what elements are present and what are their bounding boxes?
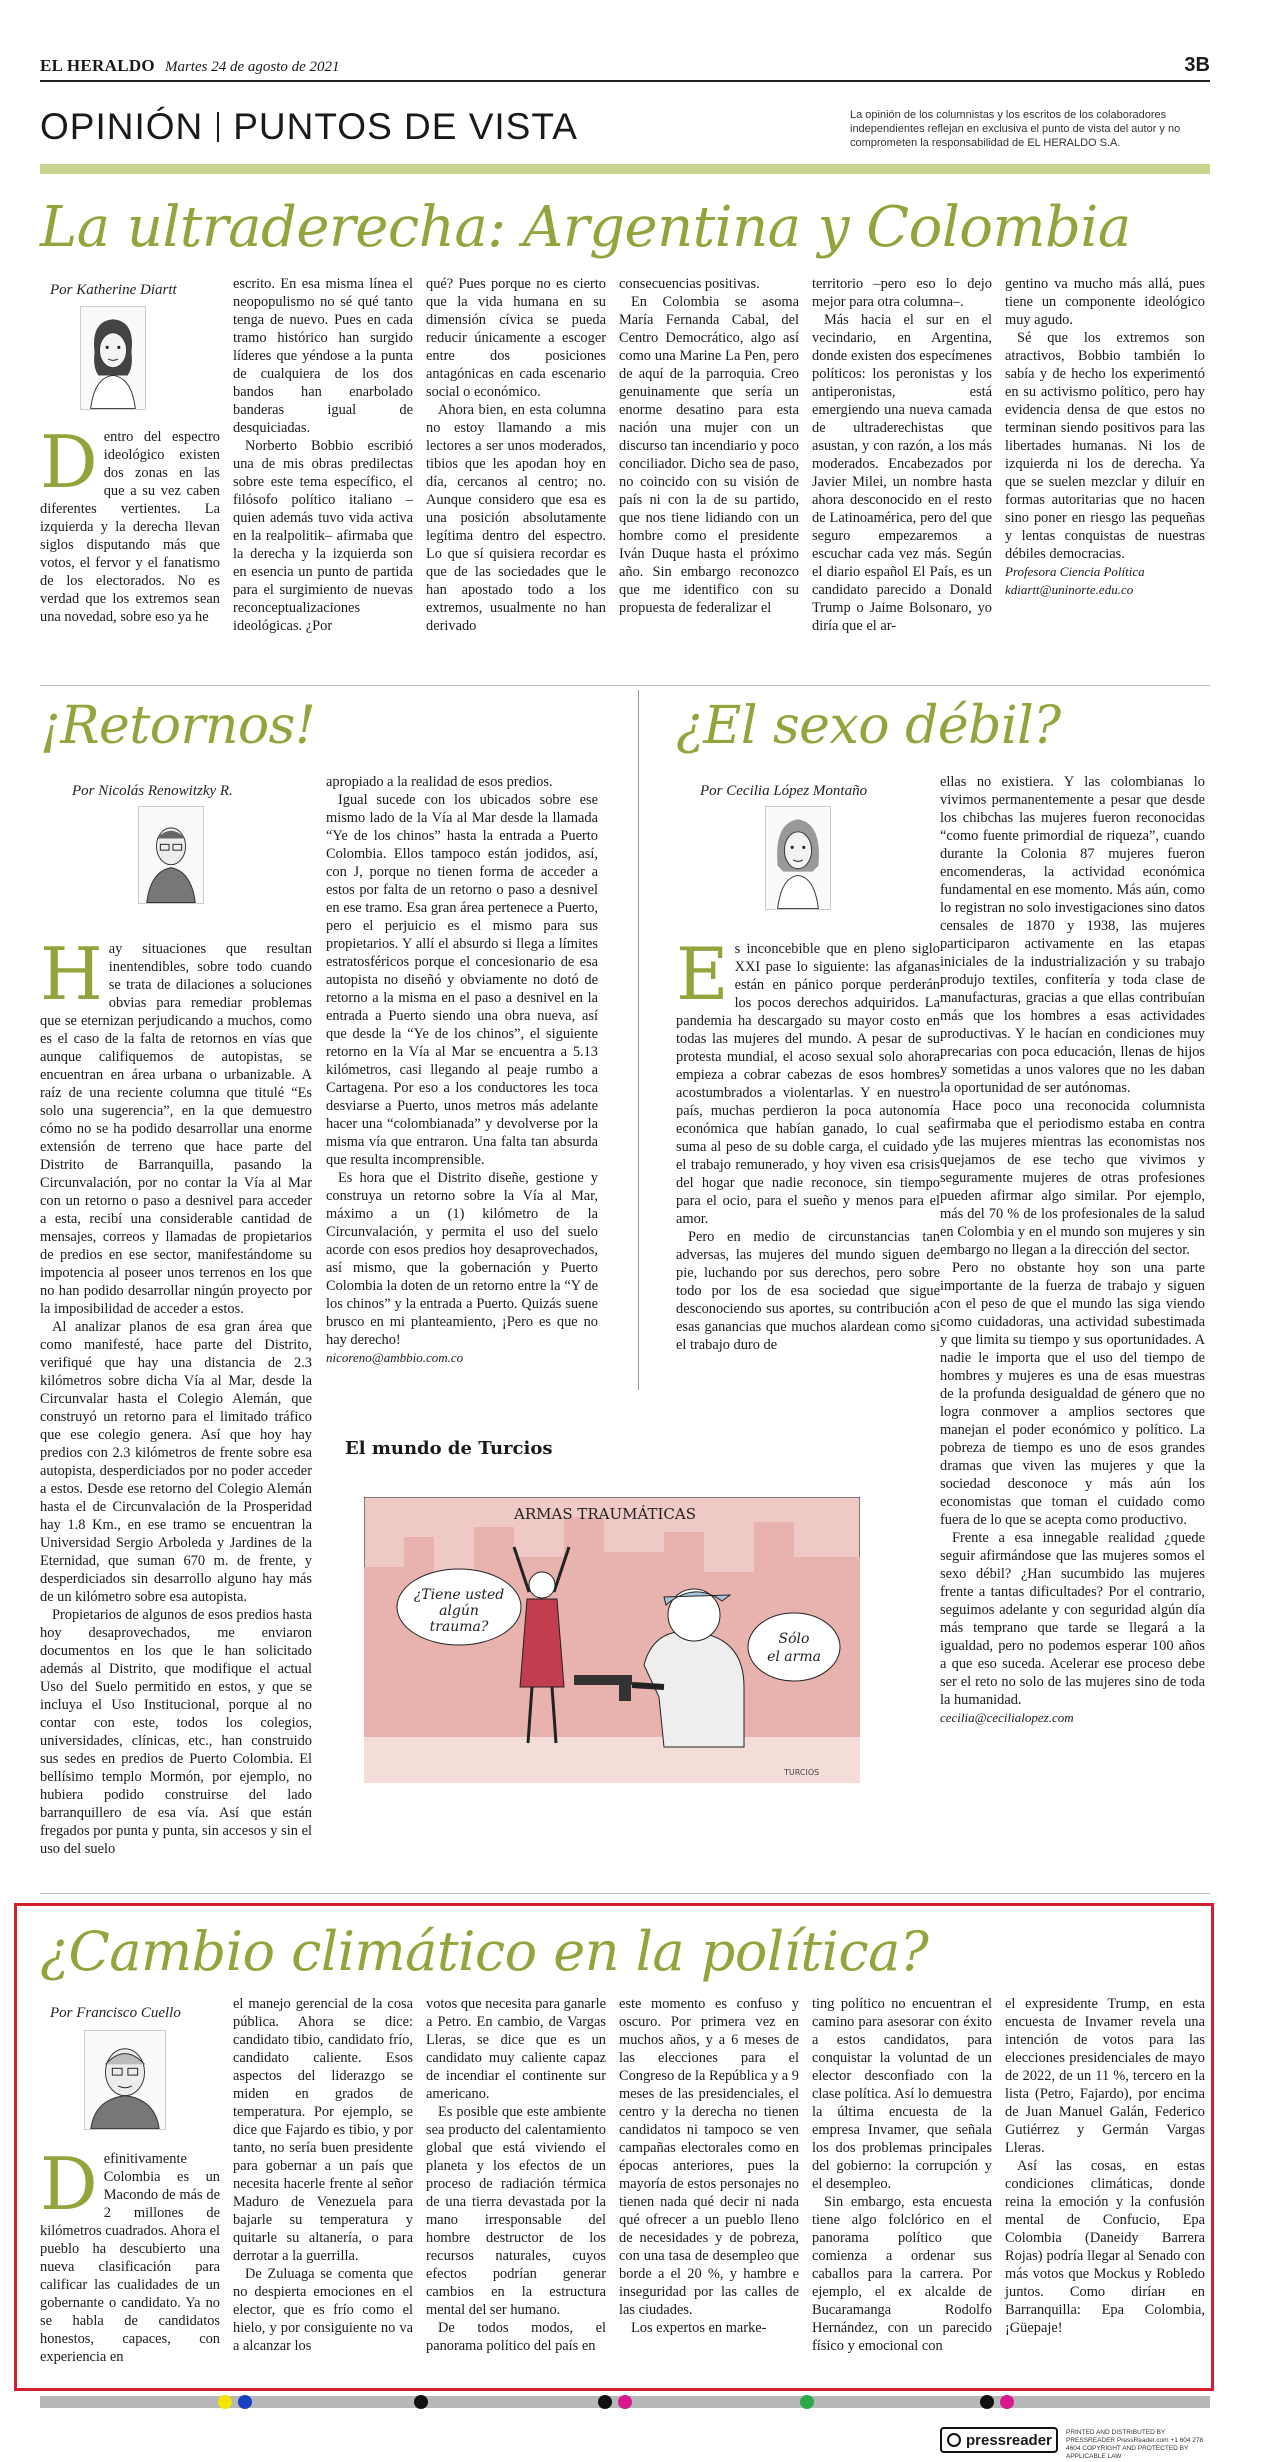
author-sketch-icon [766,807,830,909]
article3-divider [40,1893,1210,1894]
pressreader-icon [947,2433,961,2447]
registration-dot [980,2395,994,2409]
author-sketch-icon [85,2031,165,2129]
article4-column-3: votos que necesita para ganarle a Petro. En cambio, de Vargas Lleras, se dice que es un candidato muy caliente capaz de incendiar el continente sur americano. Es posible que este ambiente sea producto del calentamiento global que está viviendo el planeta y los efectos de un proceso de radiación térmica de una tierra devastada por la mano irresponsable del hombre destructor de los recursos naturales, cuyos efectos podrían generar cambios en la estructura mental del ser humano. De todos modos, el panorama político del país en [426,1996,606,2354]
article2-dropcap: H [40,932,103,1016]
article1-dropcap: D [40,420,98,504]
author-sketch-icon [139,807,203,903]
article3-author-email: cecilia@cecilialopez.com [940,1710,1074,1725]
cartoon-title: ARMAS TRAUMÁTICAS [514,1505,697,1523]
article3-dropcap: E [676,932,729,1016]
article2-byline: Por Nicolás Renowitzky R. [72,783,233,799]
svg-text:trauma?: trauma? [429,1619,489,1635]
registration-dot [1000,2395,1014,2409]
article2-column-2: apropiado a la realidad de esos predios. Igual sucede con los ubicados sobre ese mismo lado de la Vía al Mar desde la llamada “Ye de los chinos” hasta la entrada a Puerto Colombia. Ellos tampoco están jodidos, así, con J, porque no tienen forma de acceder a estos por falta de un retorno o paso a desnivel en ese tramo. Esa gran área pertenece a Puerto, pero el perjuicio es el mismo para sus propietarios. Y allí el absurdo si llega a límites estratosféricos porque el concesionario de esa autopista no diseñó y obviamente no dotó de retorno a la misma en el paso a desnivel en la entrada a Puerto siendo una obra nueva, así que desde la “Ye de los chinos”, el siguiente retorno en la Vía al Mar se encuentra a 5.13 kilómetros, casi llegando al peaje rumbo a Cartagena. Por eso a los conductores les toca desviarse a Puerto, unos metros más adelante hacer una “colombianada” y devolverse por la misma vía que entraron. Una falta tan absurda que resulta incomprensible. Es hora que el Distrito diseñe, gestione y construya un retorno sobre la Vía al Mar, máximo a un (1) kilómetro de la Circunvalación, y permita el uso del suelo acorde con esos predios hoy desaprovechados, así mismo, que la gobernación y Puerto Colombia la doten de un retorno entre la “Y de los chinos” y la entrada a Puerto. Quizás suene brusco en mi planteamiento, ¡Pero es que no hay derecho! nicoreno@ambbio.com.co [326,774,598,1365]
pressreader-logo: pressreader [940,2427,1058,2453]
article4-byline: Por Francisco Cuello [50,2005,181,2021]
author-sketch-icon [81,307,145,409]
svg-text:Sólo: Sólo [778,1631,810,1647]
masthead-rule [40,80,1210,82]
article1-column-4: consecuencias positivas. En Colombia se asoma María Fernanda Cabal, del Centro Democrático, algo así como una Marine La Pen, pero de aquí de la parroquia. Creo genuinamente que sería un enorme desatino para esta nación una mujer con un discurso tan incendiario y poco conciliador. Dicho sea de paso, no coincido con su visión de país ni con la de su partido, que nos tiene lidiando con un hombre como el presidente Iván Duque hasta el próximo año. Sin embargo reconozco que me identifico con su propuesta de federalizar el [619,276,799,616]
article2-headline: ¡Retornos! [40,696,316,756]
editorial-disclaimer: La opinión de los columnistas y los escritos de los colaboradores independientes reflejan en exclusiva el punto de vista del autor y no comprometen la responsabilidad de EL HERALDO S.A. [850,109,1181,149]
article1-column-2: escrito. En esa misma línea el neopopulismo no sé qué tanto tenga de nuevo. Pues en cada tramo histórico han surgido líderes que yéndose a la punta de cualquiera de los dos bandos han enarbolado banderas igual de desquiciadas. Norberto Bobbio escribió una de mis obras predilectas sobre este tema específico, el filósofo político italiano –quien además tuvo vida activa en la realpolitik– afirmaba que la derecha y la izquierda son en esencia un punto de partida para el surgimiento de nuevas reconceptualizaciones ideológicas. ¿Por [233,276,413,634]
pressreader-badge [940,2427,1210,2460]
article3-column-2: ellas no existiera. Y las colombianas lo vivimos permanentemente a pesar que desde los chibchas las mujeres fueron reconocidas “como fuente primordial de riqueza”, cuando durante la Colonia 87 mujeres fueron encomenderas, la actividad económica fundamental en ese momento. Más aún, como lo registran no solo investigaciones sino datos censales de 1870 y 1938, las mujeres participaron activamente en las etapas iniciales de la industrialización y su trabajo produjo textiles, confitería y toda clase de manufacturas, gracias a que ellas contribuían más que los hombres a esas actividades productivas. Y le hacían en condiciones muy precarias con poca educación, llenas de hijos y sometidas a unos valores que no les daban la oportunidad de ser autónomas. Hace poco una reconocida columnista afirmaba que el periodismo estaba en contra de las mujeres mientras las economistas nos quejamos de ese techo que vivimos y seguramente mujeres de otras profesiones pueden afirmar algo similar. Por ejemplo, más del 70 % de los profesionales de la salud en Colombia y en el mundo son mujeres y sin embargo no llegan a la dirección del sector. Pero no obstante hoy son una parte importante de la fuerza de trabajo y siguen con el peso de que el mundo las siga viendo como cuidadoras, una actividad subestimada y que limita su tiempo y sus oportunidades. A nadie le importa que el uso del tiempo de hombres y mujeres es una de esas muestras de la profunda desigualdad de género que no logra conmover a amplios sectores que manejan el poder económico y político. La pobreza de tiempo es uno de esos grandes dramas que viven las mujeres y que la sociedad desconoce y más aún los economistas que toman el cuidado como fuera de lo que se acepta como productivo. Frente a esa innegable realidad ¿quede seguir afirmándose que las mujeres somos el sexo débil? ¿Han sucumbido las mujeres frente a tantas dificultades? Por el contrario, seguimos adelante y con seguridad algún día más temprano que tarde se llegará a la igualdad, pero no podemos esperar 100 años a que eso suceda. Acelerar ese proceso debe ser el reto no solo de las mujeres sino de toda la humanidad. cecilia@cecilialopez.com [940,774,1205,1725]
page-number: 3B [1184,54,1210,76]
cartoon-signature: TURCIOS [784,1768,820,1777]
article4-column-6: el expresidente Trump, en esta encuesta de Invamer revela una intención de votos para las elecciones presidenciales de mayo de 2022, de un 11 %, tercero en la lista (Petro, Fajardo), por encima de Juan Manuel Galán, Federico Gutiérrez y Germán Vargas Lleras. Así las cosas, en estas condiciones climáticas, donde reina la emoción y la confusión mental de Confucio, Epa Colombia (Daneidy Barrera Rojas) podría llegar al Senado con más votos que Mockus y Robledo juntos. Como diríaн en Barranquilla: Epa Colombia, ¡Güepaje! [1005,1996,1205,2336]
article1-headline: La ultraderecha: Argentina y Colombia [40,195,1131,260]
svg-text:¿Tiene usted: ¿Tiene usted [413,1587,505,1603]
cartoon-section-title: El mundo de Turcios [345,1438,553,1459]
article4-column-4: este momento es confuso y oscuro. Por primera vez en muchos años, y a 6 meses de las elecciones para el Congreso de la República y a 9 meses de las presidenciales, el centro y la derecha no tienen candidatos ni tampoco se ven campañas electorales como en épocas anteriores, pues la mayoría de estos personajes no tienen nada qué decir ni nada qué ofrecer a un pueblo lleno de necesidades y de pobreza, con una tasa de desempleo que borde a el 20 %, y hambre e inseguridad por las calles de las ciudades. Los expertos en marke- [619,1996,799,2336]
article3-column-1: Es inconcebible que en pleno siglo XXI pase lo siguiente: las afganas están en pánico porque perderán los pocos derechos adquiridos. La pandemia ha descargado su mayor costo en todas las mujeres del mundo. A pesar de su protesta mundial, el acoso sexual solo ahora empieza a cobrar cabezas de esos hombres acostumbrados a violentarlas. Y en nuestro país, muchas perdieron la poca autonomía económica que habían ganado, lo cual se suma al peso de su doble carga, el cuidado y el trabajo remunerado, y hoy viven esa crisis del hogar que nadie reconoce, sin tiempo para el ocio, para el sueño y menos para el amor. Pero en medio de circunstancias tan adversas, las mujeres del mundo siguen de pie, luchando por sus derechos, pero sobre todo por los de esa sociedad que sigue desconociendo sus aportes, su contribución a esas ganancias que muchos alardean como si el trabajo duro de [676,932,940,1353]
article1-author-portrait [80,306,146,410]
section-subtitle: PUNTOS DE VISTA [233,106,578,147]
article3-byline: Por Cecilia López Montaño [700,783,868,799]
section-title: OPINIÓN [40,106,204,147]
section-green-rule [40,164,1210,174]
article4-column-1: Definitivamente Colombia es un Macondo de más de 2 millones de kilómetros cuadrados. Ahora el pueblo ha descubierto una nueva clasificación para calificar las cualidades de un gobernante o candidato. Ya no se habla de candidatos honestos, capaces, con experiencia en [40,2142,220,2365]
article1-author-title: Profesora Ciencia Política [1005,564,1145,579]
article1-byline: Por Katherine Diartt [50,282,177,298]
registration-dot [218,2395,232,2409]
newspaper-brand: EL HERALDO [40,56,155,75]
registration-dot [618,2395,632,2409]
masthead [40,56,1210,76]
article1-column-5: territorio –pero eso lo dejo mejor para otra columna–. Más hacia el sur en el vecindario, en Argentina, donde existen dos especímenes políticos: los peronistas y los antiperonistas, está emergiendo una nueva camada de ultraderechistas que asustan, y con razón, a los más moderados. Encabezados por Javier Milei, un nombre hasta ahora desconocido en el resto de Latinoamérica, pero del que seguro empezaremos a escuchar cada vez más. Según el diario español El País, es un candidato parecido a Donald Trump o Jaime Bolsonaro, yo diría que el ar- [812,276,992,634]
article2-author-portrait [138,806,204,904]
article1-column-1: Dentro del espectro ideológico existen dos zonas en las que a su vez caben diferentes vertientes. La izquierda y la derecha llevan siglos disputando más que votos, el fervor y el fanatismo de los electorados. No es verdad que los extremos sean una novedad, sobre eso ya he [40,420,220,625]
section-divider [217,112,219,142]
registration-dot [800,2395,814,2409]
article4-headline: ¿Cambio climático en la política? [40,1920,929,1983]
section-heading [40,106,578,148]
issue-date: Martes 24 de agosto de 2021 [164,59,340,75]
registration-dot [238,2395,252,2409]
pressreader-legal: PRINTED AND DISTRIBUTED BY PRESSREADER PressReader.com +1 604 278 4604 COPYRIGHT AND PROTECTED BY APPLICABLE LAW [1066,2429,1204,2460]
article1-author-email: kdiartt@uninorte.edu.co [1005,582,1134,597]
svg-text:el arma: el arma [767,1649,821,1665]
article3-author-portrait [765,806,831,910]
article1-divider [40,685,1210,686]
column-divider [638,690,639,1390]
article3-headline: ¿El sexo débil? [676,696,1061,756]
article4-column-5: ting político no encuentran el camino para asesorar con éxito a estos candidatos, para conquistar la voluntad de un elector desconfiado con la clase política. Así lo demuestra la última encuesta de la empresa Invamer, que señala los dos problemas principales del gobierno: la corrupción y el desempleo. Sin embargo, esta encuesta tiene algo folclórico en el panorama político que comienza a ordenar sus caballos para la carrera. Por ejemplo, el ex alcalde de Bucaramanga Rodolfo Hernández, con un parecido físico y emocional con [812,1996,992,2354]
editorial-cartoon [364,1497,860,1783]
article2-column-1: Hay situaciones que resultan inentendibles, sobre todo cuando se trata de dilaciones a soluciones obvias para remediar problemas que se eternizan perjudicando a muchos, como es el caso de la falta de retornos en vías que aunque califiquemos de autopistas, se encuentran en área urbana o urbanizable. A raíz de una reciente columna que titulé “Es solo una sugerencia”, en la que demuestro cómo no se ha podido desarrollar una enorme extensión de terreno que hace parte del Distrito de Barranquilla, pasando la Circunvalación, por no contar la Vía al Mar con un retorno o paso a desnivel para acceder a esta, recibí una considerable cantidad de mensajes, correos y llamadas de propietarios de predios en ese sector, manifestándome su impotencia al poseer unos terrenos en los que no han podido desarrollar ningún proyecto por la imposibilidad de acceder a estos. Al analizar planos de esa gran área que como manifesté, hace parte del Distrito, verifiqué que hay una distancia de 2.3 kilómetros sobre dicha Vía al Mar, desde la Circunvalar hasta el Colegio Alemán, que construyó un retorno para el limitado tráfico que ese colegio genera. Así que hoy hay predios con 2.3 kilómetros de frente sobre esa autopista, desperdiciados por no poder acceder a estos. Desde ese retorno del Colegio Alemán hasta el de Circunvalación de la Prosperidad hay 1.8 Km., en ese tramo se encuentran la Universidad Sergio Arboleda y Jardines de la Eternidad, que suman 670 m. de frente, y desperdiciados sin desarrollo alguno hay más de un kilómetro sobre esa autopista. Propietarios de algunos de esos predios hasta hoy desaprovechados, me enviaron documentos en los que le han solicitado además al Distrito, que modifique el actual Uso del Suelo permitido en estos, y que se incluya el Uso Institucional, porque al no contar con este, todos los colegios, universidades, clínicas, etc., han construido sus sedes en predios de Puerto Colombia. El bellísimo templo Mormón, por ejemplo, no hubiera podido construirse del lado barranquillero de esa vía. Así que están fregados por punta y punta, sin accesos y sin el uso del suelo [40,932,312,1857]
article4-column-2: el manejo gerencial de la cosa pública. Ahora se dice: candidato tibio, candidato frío, candidato caliente. Esos aspectos del liderazgo se miden en grados de temperatura. Por ejemplo, se dice que Fajardo es tibio, y por tanto, no sería buen presidente para gobernar a un país que necesita hacerle frente al señor Maduro de Venezuela para bajarle su temperatura y quitarle su altanería, o para derrotar a la guerrilla. De Zuluaga se comenta que no despierta emociones en el elector, que es frío como el hielo, y por consiguiente no va a alcanzar los [233,1996,413,2354]
article1-column-3: qué? Pues porque no es cierto que la vida humana en su dimensión cívica se pueda reducir únicamente a escoger entre dos posiciones antagónicas en cada escenario social o económico. Ahora bien, en esta columna no estoy llamando a mis lectores a ser unos moderados, tibios que les apodan hoy en día, cercanos al centro; no. Aunque considero que esa es una posición absolutamente legítima dentro del espectro. Lo que sí quisiera recordar es que de las sociedades que le han apostado todo a los extremos, usualmente no han derivado [426,276,606,634]
article4-author-portrait [84,2030,166,2130]
registration-dot [598,2395,612,2409]
cartoon-illustration-icon [364,1497,860,1783]
article1-column-6: gentino va mucho más allá, pues tiene un componente ideológico muy agudo. Sé que los extremos son atractivos, Bobbio también lo sabía y de hecho los experimentó en su activismo político, pero hay evidencia densa de que estos no terminan siendo positivos para las libertades humanas. Ni los de izquierda ni los de derecha. Ya que se suelen mezclar y diluir en formas autoritarias que no hacen sino poner en riesgo las pequeñas y lentas conquistas de nuestras débiles democracias. Profesora Ciencia Política kdiartt@uninorte.edu.co [1005,276,1205,597]
svg-text:algún: algún [439,1603,479,1619]
article4-dropcap: D [40,2142,98,2226]
registration-dot [414,2395,428,2409]
article2-author-email: nicoreno@ambbio.com.co [326,1350,464,1365]
